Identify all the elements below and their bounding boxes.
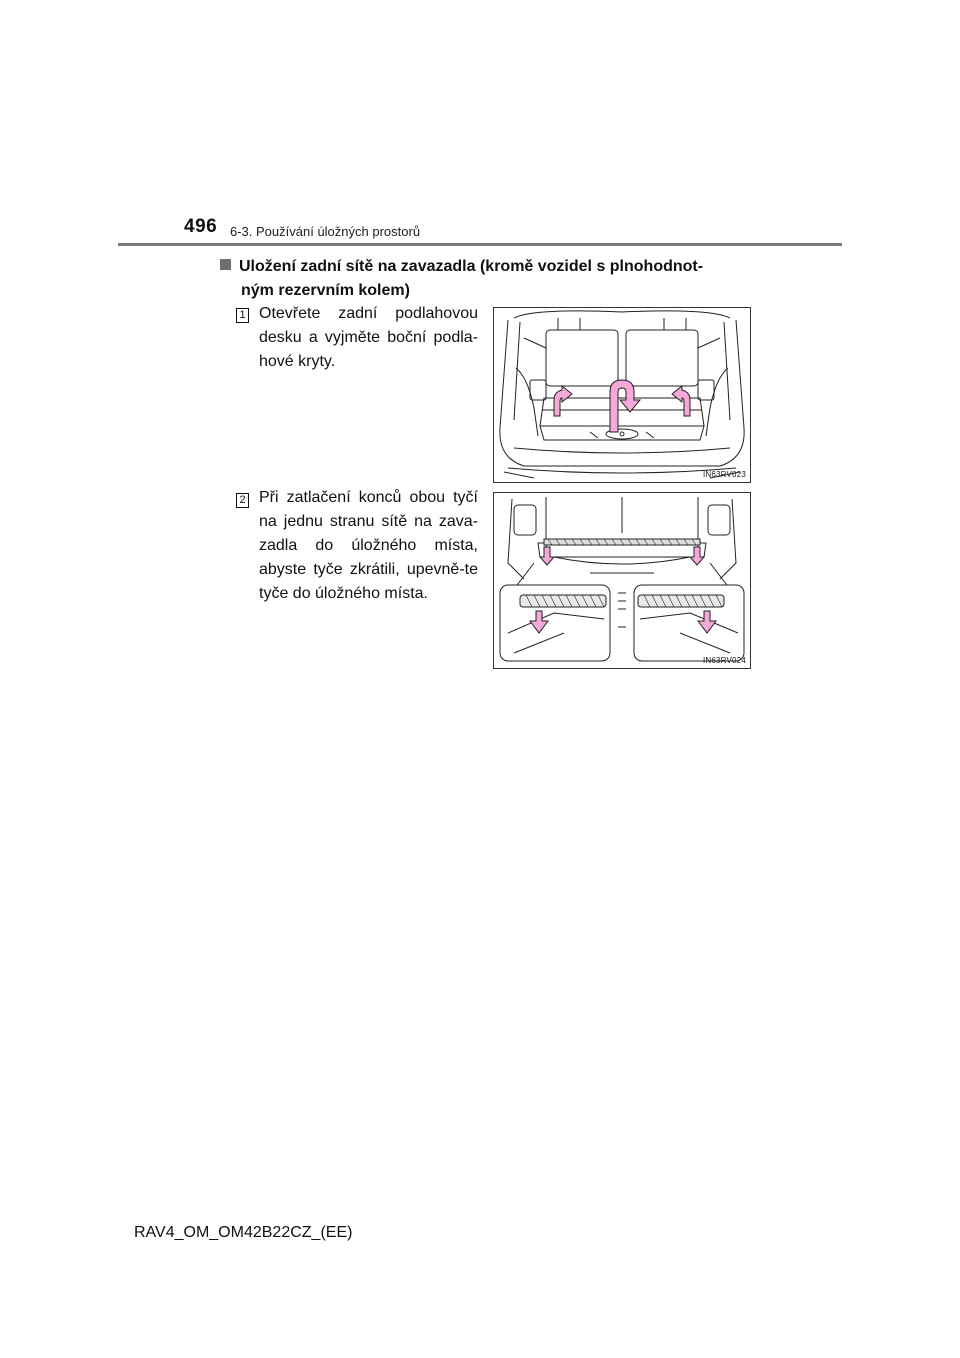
footer-document-code: RAV4_OM_OM42B22CZ_(EE): [134, 1224, 353, 1241]
page-number: 496: [184, 216, 218, 237]
net-storage-illustration: [494, 493, 750, 668]
step-2-text: Při zatlačení konců obou tyčí na jednu stranu sítě na zava-zadla do úložného místa, abyste tyče zkrátili, upevně-te tyče do úložného místa.: [259, 489, 478, 602]
header-rule: [118, 243, 842, 246]
heading-line-2: ným rezervním kolem): [241, 282, 410, 299]
figure-store-net-rods: [493, 492, 751, 669]
figure-open-floor-board: [493, 307, 751, 483]
section-heading: [220, 255, 750, 303]
figure-code-1: IN63RV023: [702, 470, 746, 479]
heading-line-1: Uložení zadní sítě na zavazadla (kromě vozidel s plnohodnot-: [239, 258, 704, 275]
section-title: 6-3. Používání úložných prostorů: [230, 224, 421, 239]
figure-code-2: IN63RV024: [702, 656, 746, 665]
luggage-area-illustration: [494, 308, 750, 482]
step-1-text: Otevřete zadní podlahovou desku a vyjměte boční podla-hové kryty.: [259, 305, 478, 370]
step-marker-1: 1: [236, 308, 249, 323]
step-marker-2: 2: [236, 493, 249, 508]
square-bullet-icon: [220, 259, 231, 270]
